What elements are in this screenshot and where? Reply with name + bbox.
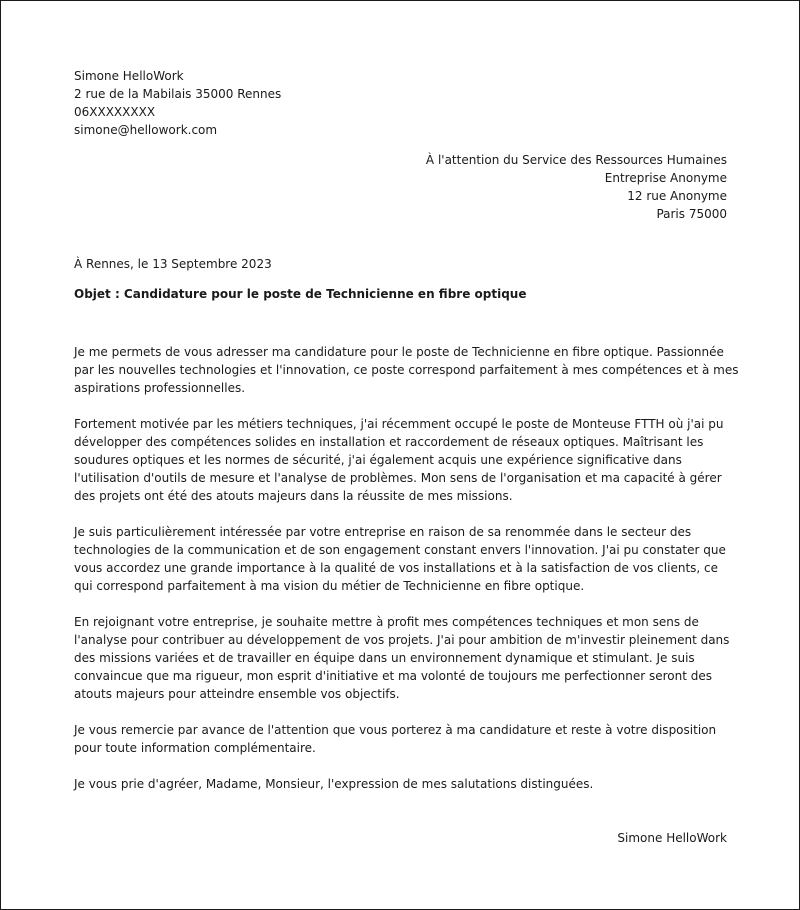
body-paragraph-5: Je vous remercie par avance de l'attention que vous porterez à ma candidature et reste à votre disposition pour toute information complémentaire. [74,723,717,755]
recipient-company: Entreprise Anonyme [604,171,727,185]
recipient-attention: À l'attention du Service des Ressources Humaines [425,153,727,167]
sender-phone: 06XXXXXXXX [74,105,156,119]
sender-name: Simone HelloWork [74,69,184,83]
subject-line: Objet : Candidature pour le poste de Technicienne en fibre optique [74,287,527,301]
sender-email: simone@hellowork.com [74,123,218,137]
recipient-city: Paris 75000 [656,207,727,221]
body-paragraph-6: Je vous prie d'agréer, Madame, Monsieur, l'expression de mes salutations distinguées. [74,777,594,791]
body-paragraph-4: En rejoignant votre entreprise, je souhaite mettre à profit mes compétences techniques et mon sens de l'analyse pour contribuer au développement de vos projets. J'ai pour ambition de m'investir pleinement dans des missions variées et de travailler en équipe dans un environnement dynamique et stimulant. Je suis convaincue que ma rigueur, mon esprit d'initiative et ma volonté de toujours me perfectionner seront des atouts majeurs pour atteindre ensemble vos objectifs. [74,615,730,701]
recipient-street: 12 rue Anonyme [627,189,727,203]
body-paragraph-1: Je me permets de vous adresser ma candidature pour le poste de Technicienne en fibre optique. Passionnée par les nouvelles technologies et l'innovation, ce poste correspond parfaitement à mes compétences et à mes aspirations professionnelles. [74,345,739,395]
sender-address: 2 rue de la Mabilais 35000 Rennes [74,87,282,101]
body-paragraph-2: Fortement motivée par les métiers techniques, j'ai récemment occupé le poste de Monteuse FTTH où j'ai pu développer des compétences solides en installation et raccordement de réseaux optiques. Maîtrisant les soudures optiques et les normes de sécurité, j'ai également acquis une expérience significative dans l'utilisation d'outils de mesure et l'analyse de problèmes. Mon sens de l'organisation et ma capacité à gérer des projets ont été des atouts majeurs dans la réussite de mes missions. [74,417,724,503]
body-paragraph-3: Je suis particulièrement intéressée par votre entreprise en raison de sa renommée dans le secteur des technologies de la communication et de son engagement constant envers l'innovation. J'ai pu constater que vous accordez une grande importance à la qualité de vos installations et à la satisfaction de vos clients, ce qui correspond parfaitement à ma vision du métier de Technicienne en fibre optique. [74,525,726,593]
signature: Simone HelloWork [617,831,727,845]
date-line: À Rennes, le 13 Septembre 2023 [74,257,272,271]
